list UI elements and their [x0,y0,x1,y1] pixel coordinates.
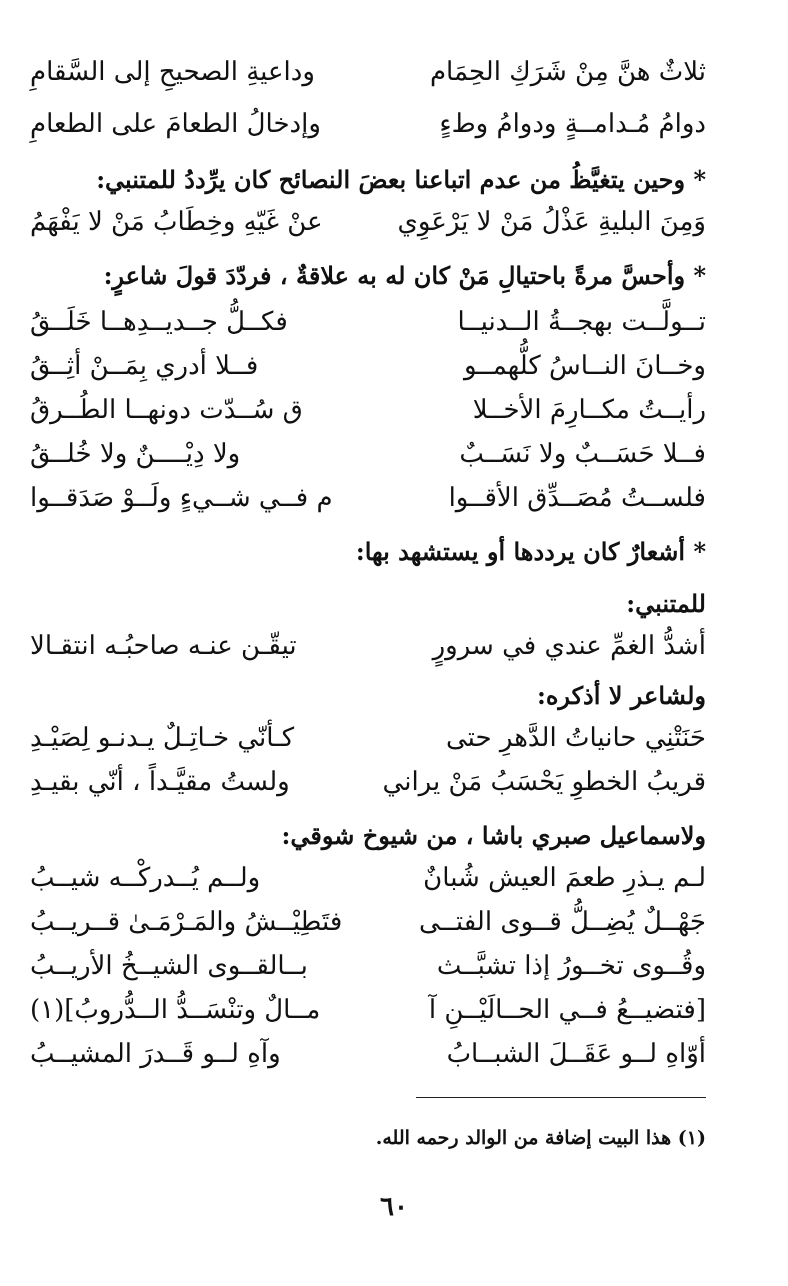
verse-first-hemistich: حَنَتْنِي حانياتُ الدَّهرِ حتى [446,723,706,753]
verse-second-hemistich: عنْ غَيّهِ وخِطَابُ مَنْ لا يَفْهَمُ [30,207,323,237]
verse-first-hemistich: وقُــوى تخــورُ إذا تشبَّــث [436,951,706,981]
footnote: (١) هذا البيت إضافة من الوالد رحمه الله. [375,1127,706,1149]
verse-line [30,104,706,144]
verse-second-hemistich: فــلا أدري بِمَــنْ أثِــقُ [30,351,259,381]
section-heading: للمتنبي: [626,589,706,618]
verse-first-hemistich: لـم يـذرِ طعمَ العيش شُبانٌ [423,863,706,893]
verse-first-hemistich: أشدُّ الغمِّ عندي في سرورٍ [432,631,706,661]
verse-line [30,718,706,758]
verse-first-hemistich: جَهْــلٌ يُضِــلُّ قــوى الفتــى [419,907,706,937]
verse-line [30,626,706,666]
verse-second-hemistich: وداعيةِ الصحيحِ إلى السَّقامِ [30,57,315,87]
verse-line [30,346,706,386]
section-heading: ولاسماعيل صبري باشا ، من شيوخ شوقي: [281,821,706,850]
verse-first-hemistich: ثلاثٌ هنَّ مِنْ شَرَكِ الحِمَام [429,57,706,87]
footnote-divider [416,1097,706,1098]
section-heading: * وأحسَّ مرةً باحتيالِ مَنْ كان له به علاقةٌ ، فردّدَ قولَ شاعرٍ: [103,261,706,290]
verse-line [30,902,706,942]
verse-first-hemistich: وَمِنَ البليةِ عَذْلُ مَنْ لا يَرْعَوِي [397,207,706,237]
verse-first-hemistich: وخــانَ النــاسُ كلُّهمــو [464,351,706,381]
section-heading: * وحين يتغيَّظُ من عدم اتباعنا بعضَ النصائح كان يرِّددُ للمتنبي: [96,165,706,194]
verse-line [30,946,706,986]
verse-first-hemistich: رأيــتُ مكــارِمَ الأخــلا [472,395,706,425]
verse-line [30,1034,706,1074]
verse-line [30,434,706,474]
verse-first-hemistich: [فتضيــعُ فــي الحــالَيْــنِ آ [428,995,706,1025]
verse-line [30,990,706,1030]
page-number: ٦٠ [380,1192,408,1222]
verse-second-hemistich: ولا دِيْــــنٌ ولا خُلــقُ [30,439,241,469]
section-heading: ولشاعر لا أذكره: [536,681,706,710]
verse-first-hemistich: أوّاهِ لــو عَقَــلَ الشبــابُ [446,1039,706,1069]
verse-second-hemistich: ولستُ مقيَّـداً ، أنّي بقيـدِ [30,767,290,797]
verse-line [30,858,706,898]
verse-second-hemistich: م فــي شــيءٍ ولَــوْ صَدَقــوا [30,483,333,513]
verse-first-hemistich: قريبُ الخطوِ يَحْسَبُ مَنْ يراني [382,767,706,797]
verse-second-hemistich: ق سُــدّت دونهــا الطُــرقُ [30,395,303,425]
verse-first-hemistich: فــلا حَسَــبٌ ولا نَسَــبٌ [459,439,706,469]
verse-line [30,390,706,430]
verse-line [30,202,706,242]
verse-first-hemistich: تــولَّــت بهجــةُ الــدنيــا [457,307,706,337]
verse-first-hemistich: فلســتُ مُصَــدِّق الأقــوا [448,483,706,513]
verse-first-hemistich: دوامُ مُـدامــةٍ ودوامُ وطءٍ [439,109,706,139]
verse-second-hemistich: فكــلُّ جــديــدِهــا خَلَــقُ [30,307,288,337]
verse-second-hemistich: تيقّـن عنـه صاحبُـه انتقـالا [30,631,297,661]
verse-line [30,302,706,342]
section-heading: * أشعارٌ كان يرددها أو يستشهد بها: [355,537,706,566]
verse-second-hemistich: وإدخالُ الطعامَ على الطعامِ [30,109,321,139]
verse-line [30,762,706,802]
verse-second-hemistich: كـأنّي خـاتِـلٌ يـدنـو لِصَيْـدِ [30,723,295,753]
verse-second-hemistich: بــالقــوى الشيــخُ الأريــبُ [30,951,308,981]
verse-line [30,52,706,92]
verse-second-hemistich: ولــم يُــدركْــه شيــبُ [30,863,261,893]
verse-second-hemistich: فتَطِيْــشُ والمَـرْمَـىٰ قــريــبُ [30,907,343,937]
verse-line [30,478,706,518]
verse-second-hemistich: وآهِ لــو قَــدرَ المشيــبُ [30,1039,281,1069]
verse-second-hemistich: مــالٌ وتنْسَــدُّ الــدُّروبُ](١) [30,995,321,1025]
